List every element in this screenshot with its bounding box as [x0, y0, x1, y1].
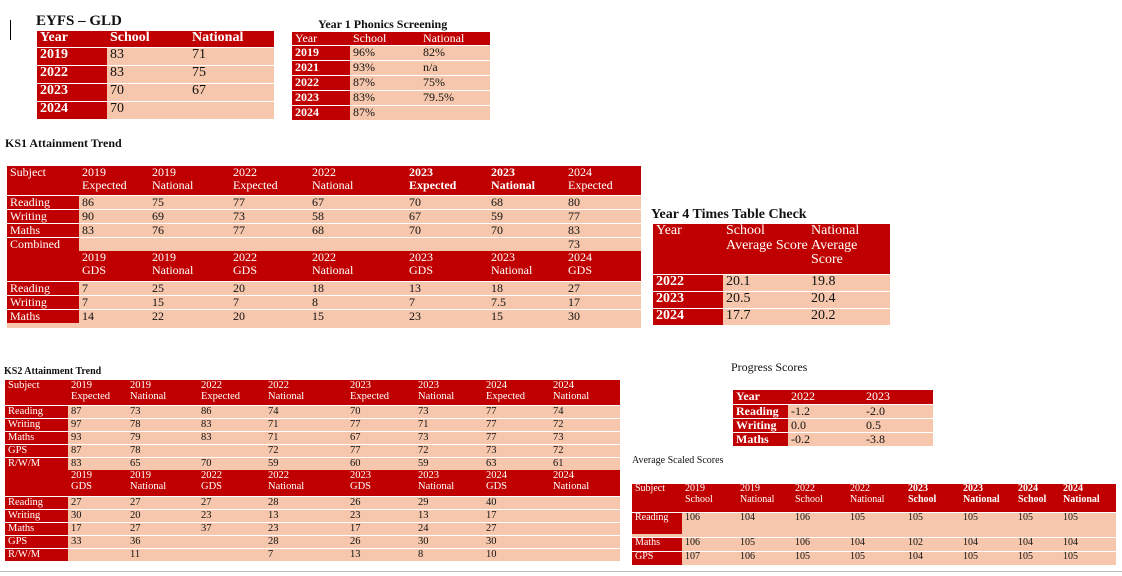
phonics-cell: n/a	[420, 60, 490, 75]
scaled-cell: 104	[960, 537, 1015, 551]
ks2-cell: 67	[347, 431, 415, 444]
ks2-cell: 70	[198, 457, 265, 470]
progress-subject: Maths	[733, 432, 788, 446]
ks2-header: 2019 National	[130, 380, 167, 403]
ks1-gds-header: 2023 National	[488, 251, 565, 281]
eyfs-year: 2022	[37, 65, 107, 83]
ks1-cell: 77	[230, 195, 309, 209]
ks2-cell: 78	[127, 444, 198, 457]
ks1-cell: 76	[149, 223, 230, 237]
ks1-cell	[406, 237, 488, 251]
ks2-cell: 86	[198, 405, 265, 418]
ks2-gds-header: 2022 GDS	[198, 470, 265, 496]
ks2-cell: 36	[127, 535, 198, 548]
ks2-cell: 72	[265, 444, 347, 457]
phonics-cell: 87%	[350, 105, 420, 120]
phonics-header: School	[353, 32, 387, 45]
ks1-cell: 69	[149, 209, 230, 223]
ks2-cell: 7	[265, 548, 347, 561]
ks2-cell: 23	[198, 509, 265, 522]
ks2-cell: 77	[347, 444, 415, 457]
ks2-cell	[198, 444, 265, 457]
scaled-cell: 106	[792, 537, 847, 551]
ks1-subject: Writing	[7, 209, 79, 223]
eyfs-cell	[189, 101, 274, 119]
scaled-header: 2022 School	[795, 484, 823, 505]
ks1-gds-header: 2022 National	[309, 251, 406, 281]
ks2-subject: R/W/M	[5, 457, 68, 470]
scaled-cell: 106	[682, 512, 737, 534]
progress-cell: 0.0	[788, 418, 863, 432]
ks1-cell	[488, 237, 565, 251]
scaled-cell: 104	[905, 551, 960, 565]
ks1-cell: 83	[79, 223, 149, 237]
progress-cell: -3.8	[863, 432, 933, 446]
ks1-subject: Reading	[7, 195, 79, 209]
scaled-cell: 104	[1060, 537, 1116, 551]
ks1-gds-header: 2022 GDS	[230, 251, 309, 281]
ks2-cell: 10	[483, 548, 550, 561]
ks1-cell	[79, 237, 149, 251]
scaled-cell: 105	[960, 551, 1015, 565]
scaled-header: 2024 National	[1063, 484, 1100, 505]
ks2-cell: 78	[127, 418, 198, 431]
ks1-cell	[230, 237, 309, 251]
ks2-cell: 13	[347, 548, 415, 561]
progress-cell: -2.0	[863, 404, 933, 418]
ks2-cell: 17	[483, 509, 550, 522]
ks2-gds-header: 2023 National	[415, 470, 483, 496]
ks1-cell: 7	[79, 281, 149, 295]
scaled-cell: 106	[682, 537, 737, 551]
ks2-cell: 70	[347, 405, 415, 418]
scaled-header: 2024 School	[1018, 484, 1047, 505]
ks2-header-subject: Subject	[8, 380, 40, 391]
ks1-cell: 70	[406, 195, 488, 209]
ks2-cell: 30	[68, 509, 127, 522]
ks1-cell: 18	[488, 281, 565, 295]
phonics-cell: 93%	[350, 60, 420, 75]
ks2-cell: 79	[127, 431, 198, 444]
progress-cell: -1.2	[788, 404, 863, 418]
times-year: 2024	[653, 308, 723, 325]
ks1-title: KS1 Attainment Trend	[5, 136, 122, 150]
progress-cell: 0.5	[863, 418, 933, 432]
progress-subject: Writing	[733, 418, 788, 432]
scaled-header: 2023 National	[963, 484, 1000, 505]
scaled-cell: 105	[847, 512, 905, 534]
scaled-header: 2023 School	[908, 484, 937, 505]
ks2-cell: 59	[415, 457, 483, 470]
scaled-title: Average Scaled Scores	[632, 455, 724, 466]
ks1-cell: 27	[565, 281, 641, 295]
eyfs-cell: 83	[107, 65, 189, 83]
eyfs-cell: 75	[189, 65, 274, 83]
ks2-cell: 28	[265, 496, 347, 509]
ks2-table	[5, 380, 620, 561]
ks2-subject: Writing	[5, 509, 68, 522]
ks2-cell: 74	[265, 405, 347, 418]
ks1-cell: 20	[230, 309, 309, 323]
ks1-cell: 23	[406, 309, 488, 323]
phonics-year: 2022	[292, 75, 350, 90]
phonics-cell: 82%	[420, 45, 490, 60]
ks1-cell: 17	[565, 295, 641, 309]
ks2-cell: 77	[483, 431, 550, 444]
ks2-header: 2023 Expected	[350, 380, 390, 403]
ks1-cell: 68	[309, 223, 406, 237]
ks2-cell: 72	[550, 444, 620, 457]
ks2-cell: 73	[415, 431, 483, 444]
ks1-cell: 30	[565, 309, 641, 323]
ks2-cell: 17	[68, 522, 127, 535]
ks2-cell: 23	[265, 522, 347, 535]
scaled-cell: 105	[1060, 551, 1116, 565]
ks1-cell: 67	[309, 195, 406, 209]
scaled-cell: 106	[792, 512, 847, 534]
times-cell: 20.5	[723, 291, 808, 308]
ks1-cell: 77	[230, 223, 309, 237]
ks2-cell: 8	[415, 548, 483, 561]
ks2-cell: 71	[415, 418, 483, 431]
scaled-header: 2019 National	[740, 484, 775, 505]
ks1-cell: 13	[406, 281, 488, 295]
ks1-cell	[149, 237, 230, 251]
ks2-gds-header: 2019 National	[127, 470, 198, 496]
times-table	[653, 224, 890, 325]
scaled-table	[632, 484, 1116, 565]
scaled-cell: 105	[792, 551, 847, 565]
phonics-cell: 79.5%	[420, 90, 490, 105]
ks2-cell: 27	[483, 522, 550, 535]
eyfs-header: National	[192, 31, 244, 45]
phonics-year: 2021	[292, 60, 350, 75]
scaled-header-subject: Subject	[635, 484, 665, 494]
ks2-cell: 93	[68, 431, 127, 444]
progress-cell: -0.2	[788, 432, 863, 446]
scaled-cell: 105	[737, 537, 792, 551]
scaled-cell: 105	[1015, 551, 1060, 565]
ks2-cell: 83	[68, 457, 127, 470]
times-cell: 20.2	[808, 308, 890, 325]
phonics-year: 2024	[292, 105, 350, 120]
ks2-cell: 27	[198, 496, 265, 509]
ks2-header: 2022 Expected	[201, 380, 241, 403]
ks2-cell: 77	[483, 405, 550, 418]
times-year: 2022	[653, 274, 723, 291]
scaled-cell: 107	[682, 551, 737, 565]
ks1-header: 2023 National	[491, 166, 536, 192]
scaled-cell: 105	[905, 512, 960, 534]
ks2-cell: 72	[415, 444, 483, 457]
ks2-cell: 30	[483, 535, 550, 548]
phonics-cell: 96%	[350, 45, 420, 60]
scaled-cell: 104	[847, 537, 905, 551]
ks1-header: 2022 National	[312, 166, 354, 192]
scaled-cell: 102	[905, 537, 960, 551]
ks2-subject: Maths	[5, 522, 68, 535]
eyfs-year: 2024	[37, 101, 107, 119]
ks1-cell: 8	[309, 295, 406, 309]
scaled-header: 2019 School	[685, 484, 713, 505]
eyfs-header: Year	[40, 31, 68, 45]
ks1-cell: 70	[488, 223, 565, 237]
ks2-cell: 13	[415, 509, 483, 522]
scaled-subject: Reading	[632, 512, 682, 534]
text-cursor	[10, 20, 11, 40]
times-header: School Average Score	[726, 224, 808, 253]
ks1-subject: Maths	[7, 223, 79, 237]
scaled-cell: 105	[847, 551, 905, 565]
progress-header: 2022	[791, 390, 815, 403]
ks1-cell: 7	[79, 295, 149, 309]
ks1-cell: 7	[406, 295, 488, 309]
ks2-cell: 27	[127, 496, 198, 509]
ks1-gds-header: 2019 GDS	[79, 251, 149, 281]
ks1-cell	[309, 237, 406, 251]
ks2-header: 2019 Expected	[71, 380, 111, 403]
ks2-subject: GPS	[5, 535, 68, 548]
ks1-cell: 15	[149, 295, 230, 309]
times-cell: 17.7	[723, 308, 808, 325]
ks1-gds-header-blank	[7, 251, 79, 281]
times-cell: 20.1	[723, 274, 808, 291]
phonics-header: Year	[295, 32, 318, 45]
ks2-cell: 73	[415, 405, 483, 418]
ks2-cell: 33	[68, 535, 127, 548]
ks2-gds-header: 2019 GDS	[68, 470, 127, 496]
scaled-cell: 104	[737, 512, 792, 534]
ks1-cell: 73	[565, 237, 641, 251]
ks2-cell: 26	[347, 535, 415, 548]
ks2-title: KS2 Attainment Trend	[4, 366, 102, 377]
ks2-cell: 30	[415, 535, 483, 548]
ks1-header: 2024 Expected	[568, 166, 613, 192]
ks2-gds-header-blank	[5, 470, 68, 496]
ks2-cell: 29	[415, 496, 483, 509]
ks1-cell: 86	[79, 195, 149, 209]
ks1-cell: 73	[230, 209, 309, 223]
ks2-cell	[550, 496, 620, 509]
ks2-subject: Maths	[5, 431, 68, 444]
progress-header: 2023	[866, 390, 890, 403]
ks2-cell	[550, 509, 620, 522]
eyfs-cell: 83	[107, 47, 189, 65]
ks2-cell: 87	[68, 444, 127, 457]
eyfs-header: School	[110, 31, 150, 45]
scaled-subject: Maths	[632, 537, 682, 551]
times-cell: 19.8	[808, 274, 890, 291]
ks2-cell	[198, 548, 265, 561]
ks1-subject: Reading	[7, 281, 79, 295]
eyfs-cell: 70	[107, 83, 189, 101]
ks1-gds-header: 2024 GDS	[565, 251, 641, 281]
ks2-cell: 87	[68, 405, 127, 418]
ks2-cell: 83	[198, 418, 265, 431]
eyfs-cell: 70	[107, 101, 189, 119]
ks2-subject: R/W/M	[5, 548, 68, 561]
ks2-cell: 40	[483, 496, 550, 509]
ks1-cell: 75	[149, 195, 230, 209]
ks2-cell: 27	[68, 496, 127, 509]
ks1-gds-header: 2023 GDS	[406, 251, 488, 281]
ks2-header: 2024 Expected	[486, 380, 526, 403]
times-header: National Average Score	[811, 224, 860, 268]
ks1-subject: Maths	[7, 309, 79, 323]
phonics-year: 2023	[292, 90, 350, 105]
ks1-cell: 18	[309, 281, 406, 295]
ks2-cell: 73	[550, 431, 620, 444]
ks1-cell: 68	[488, 195, 565, 209]
ks2-cell: 17	[347, 522, 415, 535]
ks2-subject: Writing	[5, 418, 68, 431]
eyfs-year: 2023	[37, 83, 107, 101]
ks1-cell: 59	[488, 209, 565, 223]
times-cell: 20.4	[808, 291, 890, 308]
ks2-cell: 37	[198, 522, 265, 535]
ks2-cell: 63	[483, 457, 550, 470]
ks2-subject: Reading	[5, 496, 68, 509]
ks2-cell: 77	[483, 418, 550, 431]
ks2-cell: 20	[127, 509, 198, 522]
phonics-table	[292, 32, 490, 120]
ks1-cell: 58	[309, 209, 406, 223]
ks1-cell: 77	[565, 209, 641, 223]
phonics-cell: 75%	[420, 75, 490, 90]
ks2-cell	[550, 548, 620, 561]
ks1-subject: Writing	[7, 295, 79, 309]
times-header: Year	[656, 224, 682, 238]
eyfs-title: EYFS – GLD	[36, 13, 122, 29]
scaled-header: 2022 National	[850, 484, 885, 505]
ks2-gds-header: 2024 GDS	[483, 470, 550, 496]
ks2-cell: 24	[415, 522, 483, 535]
ks2-cell: 13	[265, 509, 347, 522]
phonics-year: 2019	[292, 45, 350, 60]
ks2-subject: Reading	[5, 405, 68, 418]
ks2-cell: 26	[347, 496, 415, 509]
ks1-cell: 15	[488, 309, 565, 323]
ks1-header: 2022 Expected	[233, 166, 278, 192]
eyfs-table	[37, 31, 274, 119]
ks1-cell: 90	[79, 209, 149, 223]
ks2-cell	[68, 548, 127, 561]
ks2-cell	[198, 535, 265, 548]
ks2-cell: 59	[265, 457, 347, 470]
phonics-title: Year 1 Phonics Screening	[318, 17, 448, 31]
ks1-gds-header: 2019 National	[149, 251, 230, 281]
ks2-cell: 73	[483, 444, 550, 457]
ks2-cell: 83	[198, 431, 265, 444]
ks1-header: 2019 Expected	[82, 166, 127, 192]
ks2-cell: 71	[265, 431, 347, 444]
scaled-cell: 104	[1015, 537, 1060, 551]
ks2-cell: 73	[127, 405, 198, 418]
times-table-title: Year 4 Times Table Check	[651, 207, 807, 222]
phonics-header: National	[423, 32, 465, 45]
ks2-cell: 23	[347, 509, 415, 522]
ks1-header: 2019 National	[152, 166, 194, 192]
ks1-cell: 70	[406, 223, 488, 237]
ks1-cell: 67	[406, 209, 488, 223]
ks1-cell: 14	[79, 309, 149, 323]
ks2-cell: 72	[550, 418, 620, 431]
scaled-cell: 105	[960, 512, 1015, 534]
ks2-cell: 11	[127, 548, 198, 561]
ks2-subject: GPS	[5, 444, 68, 457]
ks2-cell: 28	[265, 535, 347, 548]
phonics-cell: 83%	[350, 90, 420, 105]
ks1-cell: 15	[309, 309, 406, 323]
eyfs-cell: 71	[189, 47, 274, 65]
ks2-header: 2022 National	[268, 380, 305, 403]
ks1-header-subject: Subject	[10, 166, 46, 179]
ks2-cell: 27	[127, 522, 198, 535]
ks2-gds-header: 2022 National	[265, 470, 347, 496]
ks2-cell: 61	[550, 457, 620, 470]
eyfs-year: 2019	[37, 47, 107, 65]
scaled-cell: 105	[1060, 512, 1116, 534]
phonics-cell	[420, 105, 490, 120]
ks1-cell: 7.5	[488, 295, 565, 309]
page-bottom-rule	[0, 571, 1122, 572]
ks2-cell: 65	[127, 457, 198, 470]
scaled-subject: GPS	[632, 551, 682, 565]
ks2-cell: 74	[550, 405, 620, 418]
ks2-cell: 97	[68, 418, 127, 431]
ks2-header: 2023 National	[418, 380, 455, 403]
ks2-cell: 77	[347, 418, 415, 431]
ks1-subject: Combined	[7, 237, 79, 251]
ks1-cell: 7	[230, 295, 309, 309]
ks1-cell: 80	[565, 195, 641, 209]
scaled-cell: 106	[737, 551, 792, 565]
phonics-cell: 87%	[350, 75, 420, 90]
ks2-header: 2024 National	[553, 380, 590, 403]
ks1-cell: 20	[230, 281, 309, 295]
times-year: 2023	[653, 291, 723, 308]
ks2-cell: 71	[265, 418, 347, 431]
ks2-cell	[550, 522, 620, 535]
progress-table	[733, 390, 933, 446]
eyfs-cell: 67	[189, 83, 274, 101]
ks1-cell: 22	[149, 309, 230, 323]
ks1-cell: 83	[565, 223, 641, 237]
ks2-gds-header: 2024 National	[550, 470, 620, 496]
progress-header: Year	[736, 390, 760, 403]
progress-title: Progress Scores	[731, 360, 808, 374]
progress-subject: Reading	[733, 404, 788, 418]
ks1-cell: 25	[149, 281, 230, 295]
ks1-table	[7, 166, 641, 328]
scaled-cell: 105	[1015, 512, 1060, 534]
ks2-cell	[550, 535, 620, 548]
ks2-gds-header: 2023 GDS	[347, 470, 415, 496]
ks2-cell: 60	[347, 457, 415, 470]
ks1-header: 2023 Expected	[409, 166, 457, 192]
